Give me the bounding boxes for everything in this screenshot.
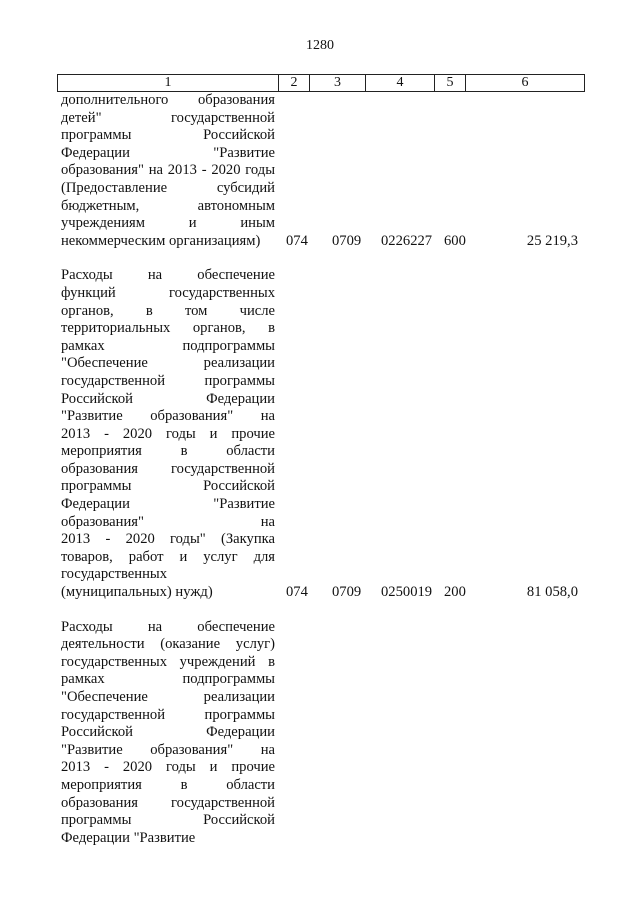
description-line: (Предоставление субсидий <box>61 179 275 196</box>
description-line: государственной программы <box>61 372 275 389</box>
code-target-article: 0250019 <box>381 584 433 601</box>
description-line: 2013 - 2020 годы и прочие <box>61 759 275 776</box>
description-line: рамках подпрограммы <box>61 671 275 688</box>
description-line: "Обеспечение реализации <box>61 355 275 372</box>
description-line: Расходы на обеспечение <box>61 618 275 635</box>
code-gr: 074 <box>286 584 308 601</box>
description-line: образования государственной <box>61 794 275 811</box>
description-line: (муниципальных) нужд) <box>61 584 213 601</box>
description-line: дополнительного образования <box>61 92 275 108</box>
table-body <box>61 92 581 864</box>
description-line: бюджетным, автономным <box>61 197 275 214</box>
description-line: Российской Федерации <box>61 390 275 407</box>
description-line: Российской Федерации <box>61 724 275 741</box>
description-line: программы Российской <box>61 127 275 144</box>
description-line: образования" на <box>61 513 275 530</box>
description-line: товаров, работ и услуг для <box>61 548 275 565</box>
column-header-6: 6 <box>466 75 585 92</box>
description-line: 2013 - 2020 годы" (Закупка <box>61 531 275 548</box>
description-line: государственных <box>61 566 168 583</box>
amount: 25 219,3 <box>526 232 578 249</box>
column-header-3: 3 <box>310 75 366 92</box>
description-line: функций государственных <box>61 284 275 301</box>
column-header-4: 4 <box>366 75 435 92</box>
table-row <box>61 619 581 848</box>
code-expense-type: 200 <box>444 584 466 601</box>
table-row <box>61 92 581 250</box>
code-section: 0709 <box>332 584 362 601</box>
description-line: деятельности (оказание услуг) <box>61 636 275 653</box>
code-expense-type: 600 <box>444 232 466 249</box>
amount: 81 058,0 <box>526 584 578 601</box>
column-header-table <box>57 74 585 92</box>
code-gr: 074 <box>286 232 308 249</box>
row-description <box>61 267 275 601</box>
table-row <box>61 267 581 601</box>
column-header-5: 5 <box>435 75 466 92</box>
description-line: государственных учреждений в <box>61 653 275 670</box>
description-line: некоммерческим организациям) <box>61 232 261 249</box>
description-line: рамках подпрограммы <box>61 337 275 354</box>
description-line: Федерации "Развитие <box>61 496 275 513</box>
page-number: 1280 <box>306 38 334 53</box>
row-description <box>61 619 275 848</box>
column-header-2: 2 <box>279 75 310 92</box>
code-target-article: 0226227 <box>381 232 433 249</box>
description-line: образования" на 2013 - 2020 годы <box>61 162 275 179</box>
description-line: мероприятия в области <box>61 443 275 460</box>
description-line: учреждениям и иным <box>61 215 275 232</box>
description-line: программы Российской <box>61 812 275 829</box>
description-line: мероприятия в области <box>61 776 275 793</box>
description-line: "Развитие образования" на <box>61 408 275 425</box>
description-line: программы Российской <box>61 478 275 495</box>
description-line: "Обеспечение реализации <box>61 689 275 705</box>
description-line: детей" государственной <box>61 109 275 126</box>
description-line: Расходы на обеспечение <box>61 267 275 284</box>
description-line: Федерации "Развитие <box>61 144 275 161</box>
code-section: 0709 <box>332 232 362 249</box>
description-line: государственной программы <box>61 706 275 723</box>
description-line: Федерации "Развитие <box>61 829 196 846</box>
description-line: образования государственной <box>61 460 275 477</box>
description-line: "Развитие образования" на <box>61 741 275 758</box>
column-header-1: 1 <box>58 75 279 92</box>
description-line: органов, в том числе <box>61 302 275 319</box>
row-description <box>61 92 275 250</box>
description-line: 2013 - 2020 годы и прочие <box>61 425 275 442</box>
description-line: территориальных органов, в <box>61 320 275 337</box>
